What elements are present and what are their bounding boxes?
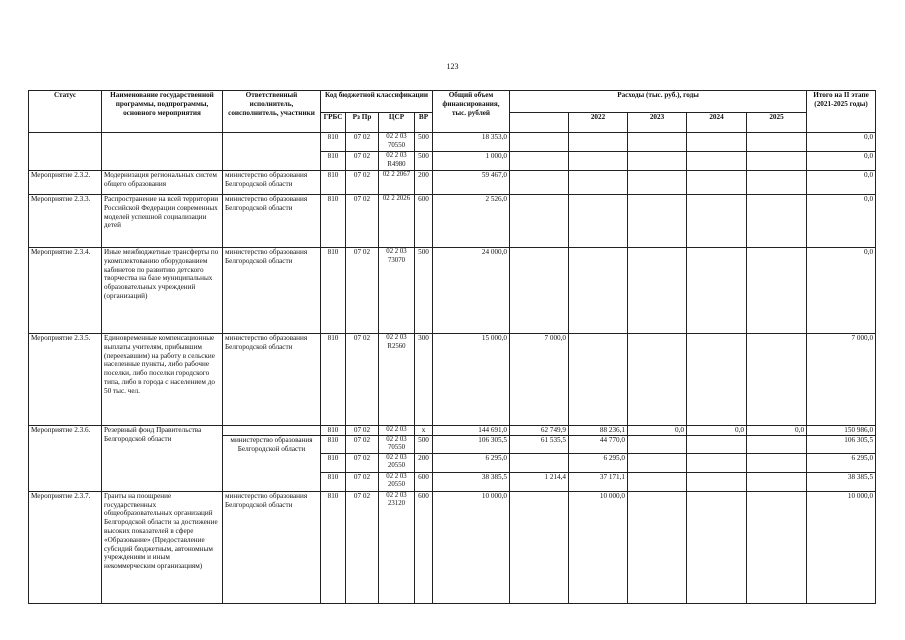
year-2024-cell: 0,0 — [687, 426, 747, 436]
stage-total-cell: 6 295,0 — [807, 453, 876, 472]
executor-cell: министерство образования Белгородской области — [223, 195, 321, 248]
year-2021-cell: 62 749,9 — [510, 426, 569, 436]
year-2022-cell — [569, 171, 628, 195]
year-2021-cell — [510, 133, 569, 152]
csr-cell: 02 2 03 R4980 — [379, 152, 415, 171]
year-2024-cell — [687, 171, 747, 195]
year-2024-cell — [687, 152, 747, 171]
name-cell: Единовременные компенсационные выплаты учителям, прибывшим (переехавшим) на работу в сельские населенные пункты, либо рабочие поселки, либо поселки городского типа, либо в города с населением до 50 тыс. чел. — [102, 334, 223, 426]
stage-total-cell: 0,0 — [807, 133, 876, 152]
year-2024-cell — [687, 195, 747, 248]
year-2023-cell — [628, 195, 687, 248]
csr-cell: 02 2 03 73070 — [379, 248, 415, 334]
total-cell: 59 467,0 — [433, 171, 510, 195]
stage-total-cell: 106 305,5 — [807, 435, 876, 453]
vr-cell: 300 — [415, 334, 433, 426]
grbs-cell: 810 — [321, 195, 346, 248]
csr-cell: 02 2 2026 — [379, 195, 415, 248]
grbs-cell: 810 — [321, 152, 346, 171]
year-2023-cell — [628, 453, 687, 472]
stage-total-cell: 10 000,0 — [807, 491, 876, 603]
vr-cell: 500 — [415, 133, 433, 152]
table-row — [29, 248, 876, 334]
status-cell: Мероприятие 2.3.2. — [29, 171, 102, 195]
csr-cell: 02 2 03 R2560 — [379, 334, 415, 426]
year-2023-cell: 0,0 — [628, 426, 687, 436]
year-2025-cell — [747, 133, 807, 152]
executor-cell: министерство образования Белгородской области — [223, 491, 321, 603]
executor-cell: министерство образования Белгородской области — [223, 435, 321, 491]
year-2025-cell — [747, 435, 807, 453]
name-cell: Иные межбюджетные трансферты по укомплектованию оборудованием кабинетов по развитию детского творчества на базе муниципальных образовательных учреждений (организаций) — [102, 248, 223, 334]
year-2023-cell — [628, 491, 687, 603]
vr-cell: 500 — [415, 248, 433, 334]
stage-total-cell: 7 000,0 — [807, 334, 876, 426]
year-2021-cell — [510, 453, 569, 472]
stage-total-cell: 0,0 — [807, 248, 876, 334]
year-2025-cell: 0,0 — [747, 426, 807, 436]
rzpr-cell: 07 02 — [346, 426, 379, 436]
status-cell: Мероприятие 2.3.6. — [29, 426, 102, 492]
total-cell: 24 000,0 — [433, 248, 510, 334]
year-2022-cell: 10 000,0 — [569, 491, 628, 603]
header-rzpr: Рз Пр — [346, 113, 379, 133]
csr-cell: 02 2 03 — [379, 426, 415, 436]
grbs-cell: 810 — [321, 435, 346, 453]
header-year-2023: 2023 — [628, 113, 687, 133]
table-row — [29, 133, 876, 152]
year-2025-cell — [747, 152, 807, 171]
executor-cell: министерство образования Белгородской области — [223, 171, 321, 195]
csr-cell: 02 2 03 70550 — [379, 435, 415, 453]
year-2021-cell — [510, 248, 569, 334]
total-cell: 144 691,0 — [433, 426, 510, 436]
header-year-2024: 2024 — [687, 113, 747, 133]
year-2024-cell — [687, 472, 747, 491]
header-name: Наименование государственной программы, подпрограммы, основного мероприятия — [102, 91, 223, 133]
csr-cell: 02 2 2067 — [379, 171, 415, 195]
year-2024-cell — [687, 248, 747, 334]
rzpr-cell: 07 02 — [346, 171, 379, 195]
grbs-cell: 810 — [321, 248, 346, 334]
year-2025-cell — [747, 334, 807, 426]
name-cell — [102, 133, 223, 171]
vr-cell: x — [415, 426, 433, 436]
vr-cell: 200 — [415, 171, 433, 195]
year-2022-cell: 88 236,1 — [569, 426, 628, 436]
executor-cell — [223, 133, 321, 171]
year-2022-cell — [569, 195, 628, 248]
table-row — [29, 491, 876, 603]
csr-cell: 02 2 03 20550 — [379, 472, 415, 491]
header-grbs: ГРБС — [321, 113, 346, 133]
year-2025-cell — [747, 491, 807, 603]
name-cell: Резервный фонд Правительства Белгородской области — [102, 426, 223, 492]
year-2025-cell — [747, 472, 807, 491]
grbs-cell: 810 — [321, 426, 346, 436]
header-stage-total: Итого на II этапе (2021-2025 годы) — [807, 91, 876, 133]
stage-total-cell: 0,0 — [807, 171, 876, 195]
stage-total-cell: 0,0 — [807, 152, 876, 171]
stage-total-cell: 38 385,5 — [807, 472, 876, 491]
grbs-cell: 810 — [321, 133, 346, 152]
grbs-cell: 810 — [321, 491, 346, 603]
header-code: Код бюджетной классификации — [321, 91, 433, 113]
csr-cell: 02 2 03 20550 — [379, 453, 415, 472]
csr-cell: 02 2 03 70550 — [379, 133, 415, 152]
total-cell: 15 000,0 — [433, 334, 510, 426]
vr-cell: 500 — [415, 152, 433, 171]
header-status: Статус — [29, 91, 102, 133]
rzpr-cell: 07 02 — [346, 472, 379, 491]
vr-cell: 200 — [415, 453, 433, 472]
year-2022-cell: 37 171,1 — [569, 472, 628, 491]
rzpr-cell: 07 02 — [346, 334, 379, 426]
year-2021-cell: 1 214,4 — [510, 472, 569, 491]
year-2025-cell — [747, 195, 807, 248]
executor-cell-empty — [223, 426, 321, 436]
year-2023-cell — [628, 152, 687, 171]
year-2025-cell — [747, 248, 807, 334]
year-2022-cell: 44 770,0 — [569, 435, 628, 453]
stage-total-cell: 0,0 — [807, 195, 876, 248]
year-2022-cell — [569, 248, 628, 334]
year-2022-cell — [569, 133, 628, 152]
rzpr-cell: 07 02 — [346, 152, 379, 171]
grbs-cell: 810 — [321, 472, 346, 491]
year-2025-cell — [747, 453, 807, 472]
grbs-cell: 810 — [321, 171, 346, 195]
total-cell: 2 526,0 — [433, 195, 510, 248]
table-row — [29, 171, 876, 195]
status-cell: Мероприятие 2.3.4. — [29, 248, 102, 334]
vr-cell: 600 — [415, 195, 433, 248]
year-2024-cell — [687, 453, 747, 472]
year-2024-cell — [687, 435, 747, 453]
year-2021-cell — [510, 195, 569, 248]
name-cell: Гранты на поощрение государственных общеобразовательных организаций Белгородской области за достижение высоких показателей в сфере «Образование» (Предоставление субсидий бюджетным, автономным учреждениям и иным некоммерческим организациям) — [102, 491, 223, 603]
status-cell: Мероприятие 2.3.3. — [29, 195, 102, 248]
year-2024-cell — [687, 334, 747, 426]
year-2024-cell — [687, 133, 747, 152]
status-cell: Мероприятие 2.3.7. — [29, 491, 102, 603]
year-2023-cell — [628, 248, 687, 334]
year-2021-cell: 7 000,0 — [510, 334, 569, 426]
status-cell — [29, 133, 102, 171]
rzpr-cell: 07 02 — [346, 248, 379, 334]
budget-table — [28, 90, 876, 604]
rzpr-cell: 07 02 — [346, 491, 379, 603]
year-2023-cell — [628, 472, 687, 491]
rzpr-cell: 07 02 — [346, 453, 379, 472]
year-2021-cell — [510, 491, 569, 603]
total-cell: 10 000,0 — [433, 491, 510, 603]
header-year-2022: 2022 — [569, 113, 628, 133]
year-2021-cell: 61 535,5 — [510, 435, 569, 453]
year-2025-cell — [747, 171, 807, 195]
header-total: Общий объем финансирования, тыс. рублей — [433, 91, 510, 133]
page-number: 123 — [446, 62, 459, 71]
table-row — [29, 426, 876, 436]
header-year-2021 — [510, 113, 569, 133]
total-cell: 6 295,0 — [433, 453, 510, 472]
header-year-2025: 2025 — [747, 113, 807, 133]
year-2023-cell — [628, 334, 687, 426]
header-executor: Ответственный исполнитель, соисполнитель, участники — [223, 91, 321, 133]
year-2023-cell — [628, 133, 687, 152]
year-2023-cell — [628, 435, 687, 453]
rzpr-cell: 07 02 — [346, 435, 379, 453]
name-cell: Распространение на всей территории Российской Федерации современных моделей успешной социализации детей — [102, 195, 223, 248]
executor-cell: министерство образования Белгородской области — [223, 334, 321, 426]
status-cell: Мероприятие 2.3.5. — [29, 334, 102, 426]
year-2024-cell — [687, 491, 747, 603]
csr-cell: 02 2 03 23120 — [379, 491, 415, 603]
year-2021-cell — [510, 171, 569, 195]
name-cell: Модернизация региональных систем общего образования — [102, 171, 223, 195]
header-vr: ВР — [415, 113, 433, 133]
year-2023-cell — [628, 171, 687, 195]
year-2021-cell — [510, 152, 569, 171]
rzpr-cell: 07 02 — [346, 195, 379, 248]
total-cell: 106 305,5 — [433, 435, 510, 453]
vr-cell: 500 — [415, 435, 433, 453]
total-cell: 18 353,0 — [433, 133, 510, 152]
total-cell: 1 000,0 — [433, 152, 510, 171]
table-row — [29, 334, 876, 426]
year-2022-cell — [569, 334, 628, 426]
vr-cell: 600 — [415, 472, 433, 491]
stage-total-cell: 150 986,0 — [807, 426, 876, 436]
vr-cell: 600 — [415, 491, 433, 603]
year-2022-cell: 6 295,0 — [569, 453, 628, 472]
grbs-cell: 810 — [321, 334, 346, 426]
grbs-cell: 810 — [321, 453, 346, 472]
header-expenses: Расходы (тыс. руб.), годы — [510, 91, 807, 113]
year-2022-cell — [569, 152, 628, 171]
table-row — [29, 195, 876, 248]
header-csr: ЦСР — [379, 113, 415, 133]
total-cell: 38 385,5 — [433, 472, 510, 491]
executor-cell: министерство образования Белгородской области — [223, 248, 321, 334]
rzpr-cell: 07 02 — [346, 133, 379, 152]
